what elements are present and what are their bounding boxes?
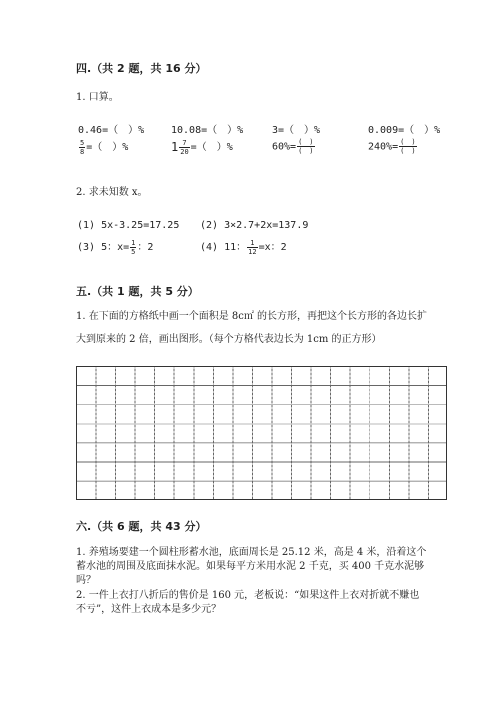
oral-r2c2-rest: =（ ）% (190, 142, 233, 153)
fraction: $\frac{1}{5}$ (131, 238, 136, 256)
oral-r2c3 (272, 138, 316, 155)
section-4-title: 四.（共 2 题，共 16 分） (76, 62, 207, 75)
oral-r1c3: 3=（ ）% (272, 125, 321, 136)
q1-label: 1. 口算。 (76, 92, 119, 103)
oral-r1c1: 0.46=（ ）% (78, 125, 145, 136)
equation-2: (2) 3×2.7+2x=137.9 (200, 220, 309, 231)
section-6-title: 六.（共 6 题，共 43 分） (76, 520, 207, 533)
fraction: $\frac{1}{12}$ (248, 238, 257, 256)
oral-r1c4: 0.009=（ ）% (368, 125, 441, 136)
equation-3-pre: (3) 5：x= (77, 242, 130, 253)
section-5-title: 五.（共 1 题，共 5 分） (76, 285, 199, 298)
section-5-q1-line1: 1. 在下面的方格纸中画一个面积是 8c㎡ 的长方形，再把这个长方形的各边长扩 (76, 311, 428, 322)
fraction: $\frac{5}{8}$ (80, 138, 85, 156)
section-6-q1-line2: 蓄水池的周围及底面抹水泥。如果每平方米用水泥 2 千克，买 400 千克水泥够 (76, 561, 425, 572)
grid-paper (76, 366, 447, 500)
equation-1: (1) 5x-3.25=17.25 (77, 220, 180, 231)
fraction: $\frac{( )}{( )}$ (400, 138, 416, 155)
oral-r2c4-pre: 240%= (368, 141, 399, 153)
oral-r2c1 (78, 138, 128, 156)
section-6-q2-line2: 不亏”，这件上衣成本是多少元？ (76, 604, 222, 615)
oral-r2c4 (368, 138, 418, 155)
section-6-q1-line3: 吗？ (76, 575, 96, 586)
oral-r2c1-rest: =（ ）% (86, 142, 129, 153)
fraction: $\frac{( )}{( )}$ (298, 138, 314, 155)
equation-4 (200, 238, 287, 256)
section-6-q1-line1: 1. 养殖场要建一个圆柱形蓄水池，底面周长是 25.12 米，高是 4 米，沿着这个 (76, 547, 427, 558)
oral-r1c2: 10.08=（ ）% (171, 125, 244, 136)
equation-3-post: ：2 (137, 242, 154, 253)
equation-4-pre: (4) 11： (200, 242, 247, 253)
equation-3 (77, 238, 153, 256)
oral-r2c3-pre: 60%= (272, 141, 297, 153)
q2-label: 2. 求未知数 x。 (76, 187, 148, 198)
oral-r2c2 (171, 138, 233, 156)
mixed-int: 1 (171, 140, 179, 154)
section-6-q2-line1: 2. 一件上衣打八折后的售价是 160 元，老板说：“如果这件上衣对折就不赚也 (76, 590, 420, 601)
section-5-q1-line2: 大到原来的 2 倍，画出图形。（每个方格代表边长为 1cm 的正方形） (76, 334, 382, 345)
fraction: $\frac{7}{20}$ (180, 138, 189, 156)
equation-4-post: =x：2 (258, 242, 287, 253)
